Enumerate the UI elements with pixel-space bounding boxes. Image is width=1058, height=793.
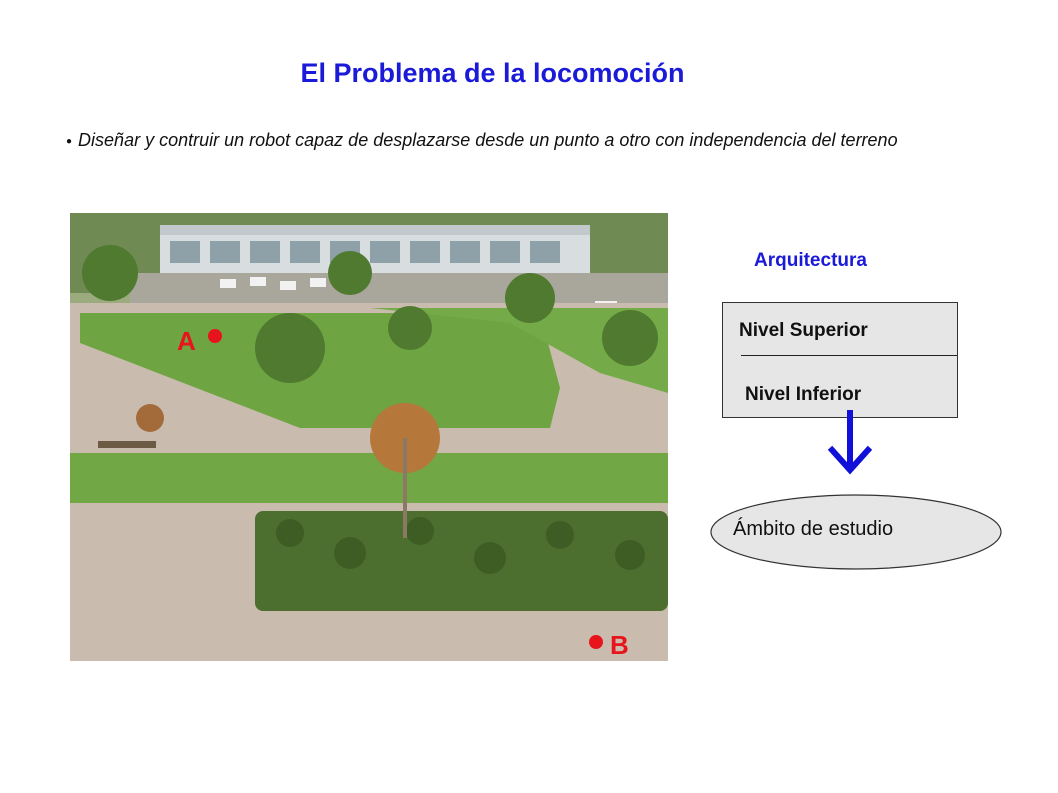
architecture-box: [722, 302, 958, 418]
marker-b-label: B: [610, 630, 629, 660]
bullet-item: [66, 127, 954, 155]
scope-label: Ámbito de estudio: [733, 518, 894, 540]
slide-title: El Problema de la locomoción: [300, 58, 685, 88]
bullet-dot-icon: ●: [66, 135, 73, 147]
down-arrow-icon: [828, 410, 872, 476]
marker-a-label: A: [177, 326, 196, 356]
marker-b-dot: [589, 635, 603, 649]
bullet-text: Diseñar y contruir un robot capaz de desplazarse desde un punto a otro con independencia del terreno: [78, 130, 898, 150]
park-photo: [70, 213, 668, 661]
upper-level-label: Nivel Superior: [739, 320, 868, 341]
architecture-label: Arquitectura: [754, 250, 867, 271]
marker-a-dot: [208, 329, 222, 343]
level-divider: [741, 355, 957, 356]
lower-level-label: Nivel Inferior: [745, 384, 862, 405]
